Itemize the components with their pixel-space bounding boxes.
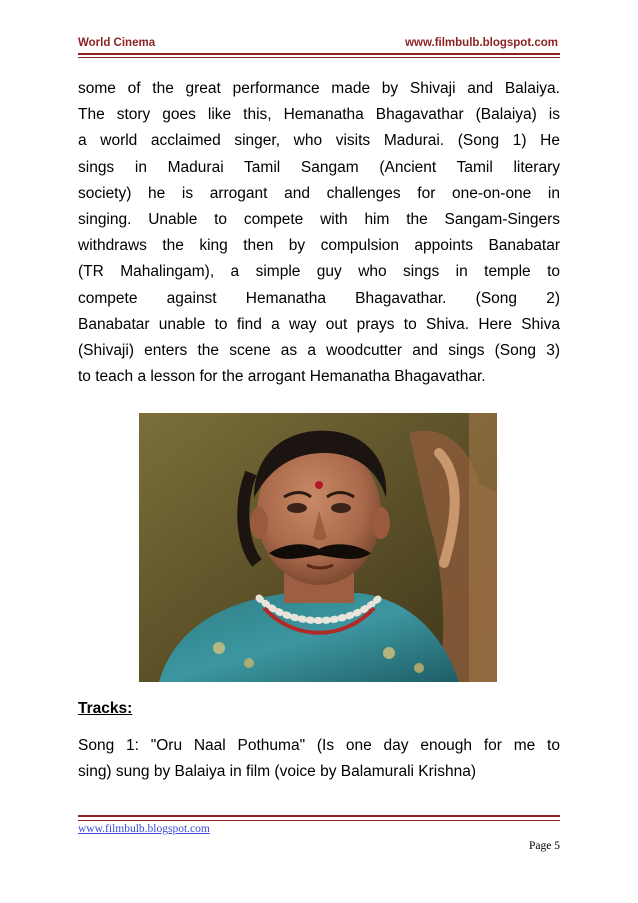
song-line: Song 1: "Oru Naal Pothuma" (Is one day enough for me to: [78, 737, 560, 754]
film-still-illustration: [139, 413, 497, 682]
body-line: Banabatar unable to find a way out prays to Shiva. Here Shiva: [78, 315, 560, 333]
body-line: some of the great performance made by Shivaji and Balaiya.: [78, 80, 560, 97]
footer-url-link[interactable]: www.filmbulb.blogspot.com: [78, 823, 210, 835]
header-title: World Cinema: [78, 37, 156, 49]
body-line: The story goes like this, Hemanatha Bhagavathar (Balaiya) is: [78, 106, 560, 124]
footer-rule-thin: [78, 820, 560, 821]
body-line: compete against Hemanatha Bhagavathar. (Song 2): [78, 289, 560, 307]
page-number: Page 5: [529, 840, 560, 852]
song-line: sing) sung by Balaiya in film (voice by Balamurali Krishna): [78, 763, 476, 781]
body-paragraph: [78, 76, 560, 390]
song-paragraph: [78, 733, 560, 785]
body-line: (Shivaji) enters the scene as a woodcutter and sings (Song 3): [78, 342, 560, 360]
body-line: (TR Mahalingam), a simple guy who sings in temple to: [78, 263, 560, 281]
body-line: to teach a lesson for the arrogant Hemanatha Bhagavathar.: [78, 368, 486, 386]
film-still-image: [139, 413, 497, 682]
body-line: a world acclaimed singer, who visits Madurai. (Song 1) He: [78, 132, 560, 150]
body-line: withdraws the king then by compulsion appoints Banabatar: [78, 237, 560, 255]
body-line: sings in Madurai Tamil Sangam (Ancient Tamil literary: [78, 158, 560, 176]
header-rule: [78, 57, 560, 58]
page-header: [78, 29, 560, 55]
footer-rule: [78, 815, 560, 817]
tracks-heading: Tracks:: [78, 700, 133, 717]
header-url[interactable]: www.filmbulb.blogspot.com: [405, 37, 558, 49]
body-line: singing. Unable to compete with him the Sangam-Singers: [78, 211, 560, 229]
body-line: society) he is arrogant and challenges for one-on-one in: [78, 184, 560, 202]
